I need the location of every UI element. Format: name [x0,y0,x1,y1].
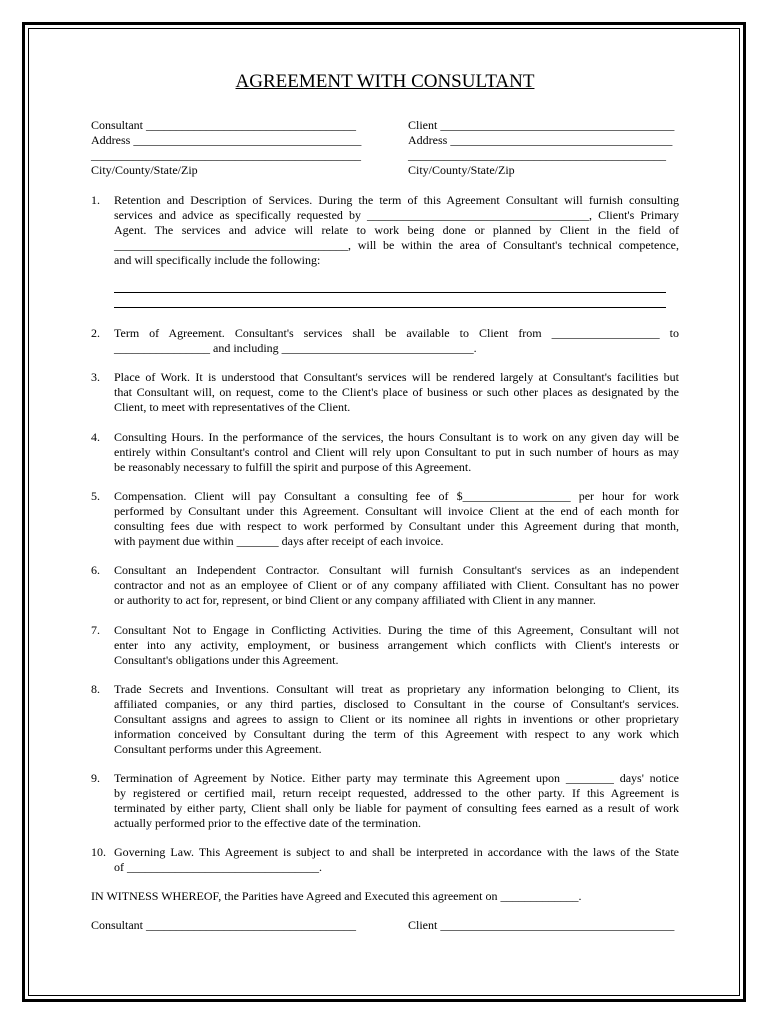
section-10-line: Governing Law. This Agreement is subject to and shall be interpreted in accordance with the laws of the State [114,845,679,859]
section-1-line: Retention and Description of Services. During the term of this Agreement Consultant will furnish consulting [114,193,679,207]
section-number: 8. [91,682,100,696]
section-3-line: Place of Work. It is understood that Consultant's services will be rendered largely at Consultant's facilities but [114,370,679,384]
blank-line [114,292,666,293]
section-5-line: with payment due within _______ days after receipt of each invoice. [114,534,444,548]
section-1-line: _______________________________________, will be within the area of Consultant's technical competence, [114,238,679,252]
section-5-line: consulting fees due with respect to work performed by Consultant under this Agreement during that month, [114,519,679,533]
section-8-line: Consultant performs under this Agreement. [114,742,322,756]
client-name-field: Client _______________________________________ [408,118,675,132]
client-city-label: City/County/State/Zip [408,163,515,177]
section-number: 9. [91,771,100,785]
consultant-name-field: Consultant ___________________________________ [91,118,357,132]
section-5-line: Compensation. Client will pay Consultant a consulting fee of $__________________ per hour for work [114,489,679,503]
section-4-line: Consulting Hours. In the performance of the services, the hours Consultant is to work on any given day will be [114,430,679,444]
client-address-line2: ___________________________________________ [408,148,666,162]
section-5-line: performed by Consultant under this Agreement. Consultant will invoice Client at the end of each month for [114,504,679,518]
section-6-line: Consultant an Independent Contractor. Consultant will furnish Consultant's services as an independent [114,563,679,577]
document-title: AGREEMENT WITH CONSULTANT [235,71,535,92]
section-number: 10. [91,845,106,859]
blank-line [114,307,666,308]
section-6-line: contractor and not as an employee of Client or of any company affiliated with Client. Consultant has no power [114,578,679,592]
section-1-line: Agent. The services and advice will relate to work being done or planned by Client in the field of [114,223,679,237]
section-6-line: or authority to act for, represent, or bind Client or any company affiliated with Client in any manner. [114,593,596,607]
section-number: 7. [91,623,100,637]
consultant-signature-line: Consultant ___________________________________ [91,918,357,932]
section-1-line: services and advice as specifically requested by _____________________________________, Client's Primary [114,208,679,222]
section-number: 3. [91,370,100,384]
section-9-line: by registered or certified mail, return receipt requested, addressed to the other party. If this Agreement is [114,786,679,800]
section-7-line: enter into any activity, employment, or business arrangement which conflicts with Client's interests or [114,638,679,652]
section-2-line: Term of Agreement. Consultant's services shall be available to Client from __________________ to [114,326,679,340]
witness-clause: IN WITNESS WHEREOF, the Parities have Agreed and Executed this agreement on _____________. [91,889,582,903]
section-number: 5. [91,489,100,503]
consultant-city-label: City/County/State/Zip [91,163,198,177]
section-9-line: terminated by either party, Client shall only be liable for payment of consulting fees earned as a result of work [114,801,679,815]
section-3-line: that Consultant will, on request, come to the Client's place of business or such other places as designated by the [114,385,679,399]
section-2-line: ________________ and including ________________________________. [114,341,477,355]
client-address-field: Address _____________________________________ [408,133,673,147]
section-8-line: Trade Secrets and Inventions. Consultant will treat as proprietary any information belonging to Client, its [114,682,679,696]
section-9-line: actually performed prior to the effective date of the termination. [114,816,421,830]
section-8-line: information conceived by Consultant during the term of this Agreement with respect to any work which [114,727,679,741]
section-8-line: affiliated companies, or any third parties, disclosed to Consultant in the course of Consultant's services. [114,697,679,711]
section-8-line: Consultant assigns and agrees to assign to Client or its nominee all rights in inventions or other proprietary [114,712,679,726]
section-number: 1. [91,193,100,207]
section-3-line: Client, to meet with representatives of the Client. [114,400,351,414]
section-7-line: Consultant Not to Engage in Conflicting Activities. During the time of this Agreement, Consultant will not [114,623,679,637]
section-4-line: be reasonably necessary to fulfill the spirit and purpose of this Agreement. [114,460,472,474]
section-7-line: Consultant's obligations under this Agreement. [114,653,339,667]
section-4-line: entirely within Consultant's control and Client will rely upon Consultant to put in such number of hours as may [114,445,679,459]
section-9-line: Termination of Agreement by Notice. Either party may terminate this Agreement upon ________ days' notice [114,771,679,785]
section-number: 2. [91,326,100,340]
section-10-line: of ________________________________. [114,860,322,874]
section-number: 6. [91,563,100,577]
client-signature-line: Client _______________________________________ [408,918,675,932]
consultant-address-field: Address ______________________________________ [91,133,362,147]
consultant-address-line2: _____________________________________________ [91,148,361,162]
section-number: 4. [91,430,100,444]
section-1-line: and will specifically include the following: [114,253,321,267]
